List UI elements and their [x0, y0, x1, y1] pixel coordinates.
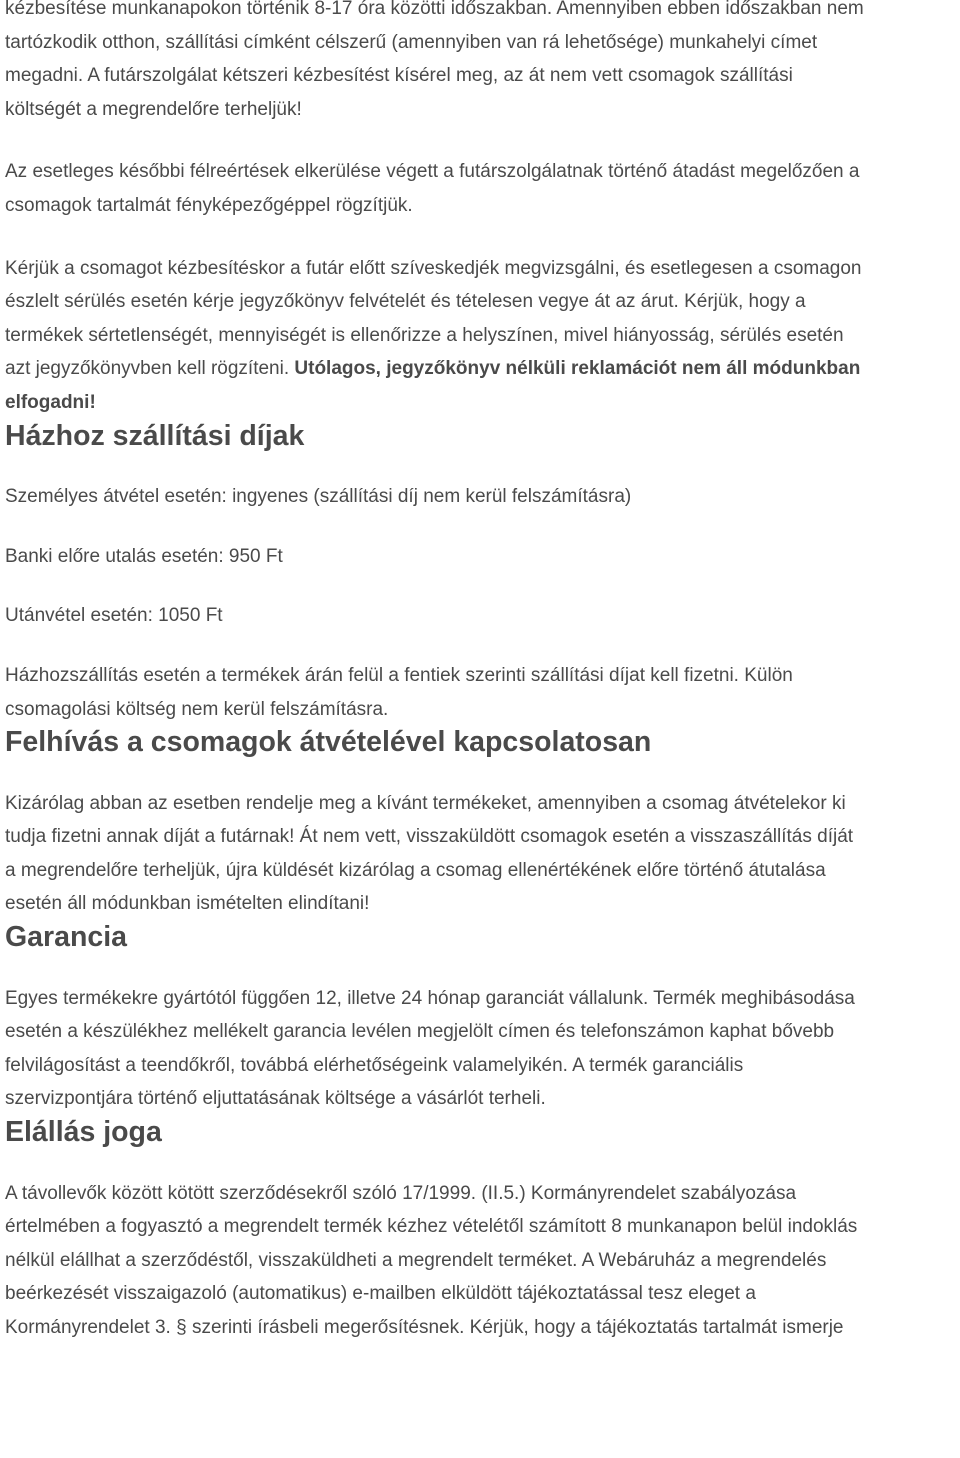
document-page	[5, 0, 955, 1345]
fee-bank-transfer: Banki előre utalás esetén: 950 Ft	[5, 545, 283, 567]
text-line: észlelt sérülés esetén kérje jegyzőkönyv felvételét és tételesen vegye át az árut. Kérjük, hogy a	[5, 291, 806, 313]
text-line: csomagolási költség nem kerül felszámításra.	[5, 698, 389, 720]
text-line: Házhozszállítás esetén a termékek árán felül a fentiek szerinti szállítási díjat kell fizetni. Külön	[5, 664, 793, 686]
inspection-bold-tail: elfogadni!	[5, 391, 96, 413]
text-line: Egyes termékekre gyártótól függően 12, illetve 24 hónap garanciát vállalunk. Termék meghibásodása	[5, 987, 855, 1009]
heading-warranty: Garancia	[5, 921, 127, 954]
text-line: tudja fizetni annak díját a futárnak! Át nem vett, visszaküldött csomagok esetén a visszaszállítás díját	[5, 826, 854, 848]
text-line: értelmében a fogyasztó a megrendelt termék kézhez vételétől számított 8 munkanapon belül indoklás	[5, 1216, 858, 1238]
text-line: Kérjük a csomagot kézbesítéskor a futár előtt szíveskedjék megvizsgálni, és esetlegesen a csomagon	[5, 257, 862, 279]
text-line: megadni. A futárszolgálat kétszeri kézbesítést kísérel meg, az át nem vett csomagok szállítási	[5, 65, 793, 87]
text-line: a megrendelőre terheljük, újra küldését kizárólag a csomag ellenértékének előre történő átutalása	[5, 859, 826, 881]
text-line: tartózkodik otthon, szállítási címként célszerű (amennyiben van rá lehetősége) munkahelyi címet	[5, 31, 818, 53]
text-line: termékek sértetlenségét, mennyiségét is ellenőrizze a helyszínen, mivel hiányosság, sérülés esetén	[5, 324, 844, 346]
text-line: nélkül elállhat a szerződéstől, visszaküldheti a megrendelt terméket. A Webáruház a megrendelés	[5, 1249, 827, 1271]
paragraph-delivery-time	[5, 0, 955, 126]
paragraph-package-notice	[5, 787, 955, 921]
fee-personal-pickup: Személyes átvétel esetén: ingyenes (szállítási díj nem kerül felszámításra)	[5, 486, 632, 508]
text-line: kézbesítése munkanapokon történik 8-17 óra közötti időszakban. Amennyiben ebben időszakban nem	[5, 0, 864, 19]
text-line: költségét a megrendelőre terheljük!	[5, 98, 302, 120]
text-line: beérkezését visszaigazoló (automatikus) e-mailben elküldött tájékoztatással tesz eleget a	[5, 1283, 756, 1305]
text-line: esetén áll módunkban ismételten elindítani!	[5, 893, 370, 915]
text-line: A távollevők között kötött szerződésekről szóló 17/1999. (II.5.) Kormányrendelet szabályozása	[5, 1182, 797, 1204]
paragraph-inspection	[5, 252, 955, 420]
text-line	[5, 352, 955, 386]
paragraph-withdrawal-right	[5, 1177, 955, 1345]
text-line: Az esetleges későbbi félreértések elkerülése végett a futárszolgálatnak történő átadást megelőzően a	[5, 161, 860, 183]
text-line: Kizárólag abban az esetben rendelje meg a kívánt termékeket, amennyiben a csomag átvételekor ki	[5, 792, 846, 814]
paragraph-warranty	[5, 982, 955, 1116]
paragraph-delivery-fee-note	[5, 659, 955, 726]
heading-package-notice: Felhívás a csomagok átvételével kapcsolatosan	[5, 726, 652, 759]
text-line: felvilágosítást a teendőkről, továbbá elérhetőségeink valamelyikén. A termék garanciális	[5, 1054, 744, 1076]
fee-cash-on-delivery: Utánvétel esetén: 1050 Ft	[5, 605, 223, 627]
text-line: Kormányrendelet 3. § szerinti írásbeli megerősítésnek. Kérjük, hogy a tájékoztatás tartalmát ismerje	[5, 1317, 844, 1338]
heading-withdrawal-right: Elállás joga	[5, 1116, 162, 1149]
inspection-plain-text: azt jegyzőkönyvben kell rögzíteni.	[5, 358, 295, 380]
heading-delivery-fees: Házhoz szállítási díjak	[5, 419, 305, 452]
text-line: esetén a készülékhez mellékelt garancia levélen megjelölt címen és telefonszámon kaphat bővebb	[5, 1021, 835, 1043]
text-line: csomagok tartalmát fényképezőgéppel rögzítjük.	[5, 194, 413, 216]
paragraph-photo-record	[5, 155, 955, 222]
text-line: szervizpontjára történő eljuttatásának költsége a vásárlót terheli.	[5, 1088, 546, 1110]
inspection-bold-text: Utólagos, jegyzőkönyv nélküli reklamációt nem áll módunkban	[294, 358, 861, 380]
